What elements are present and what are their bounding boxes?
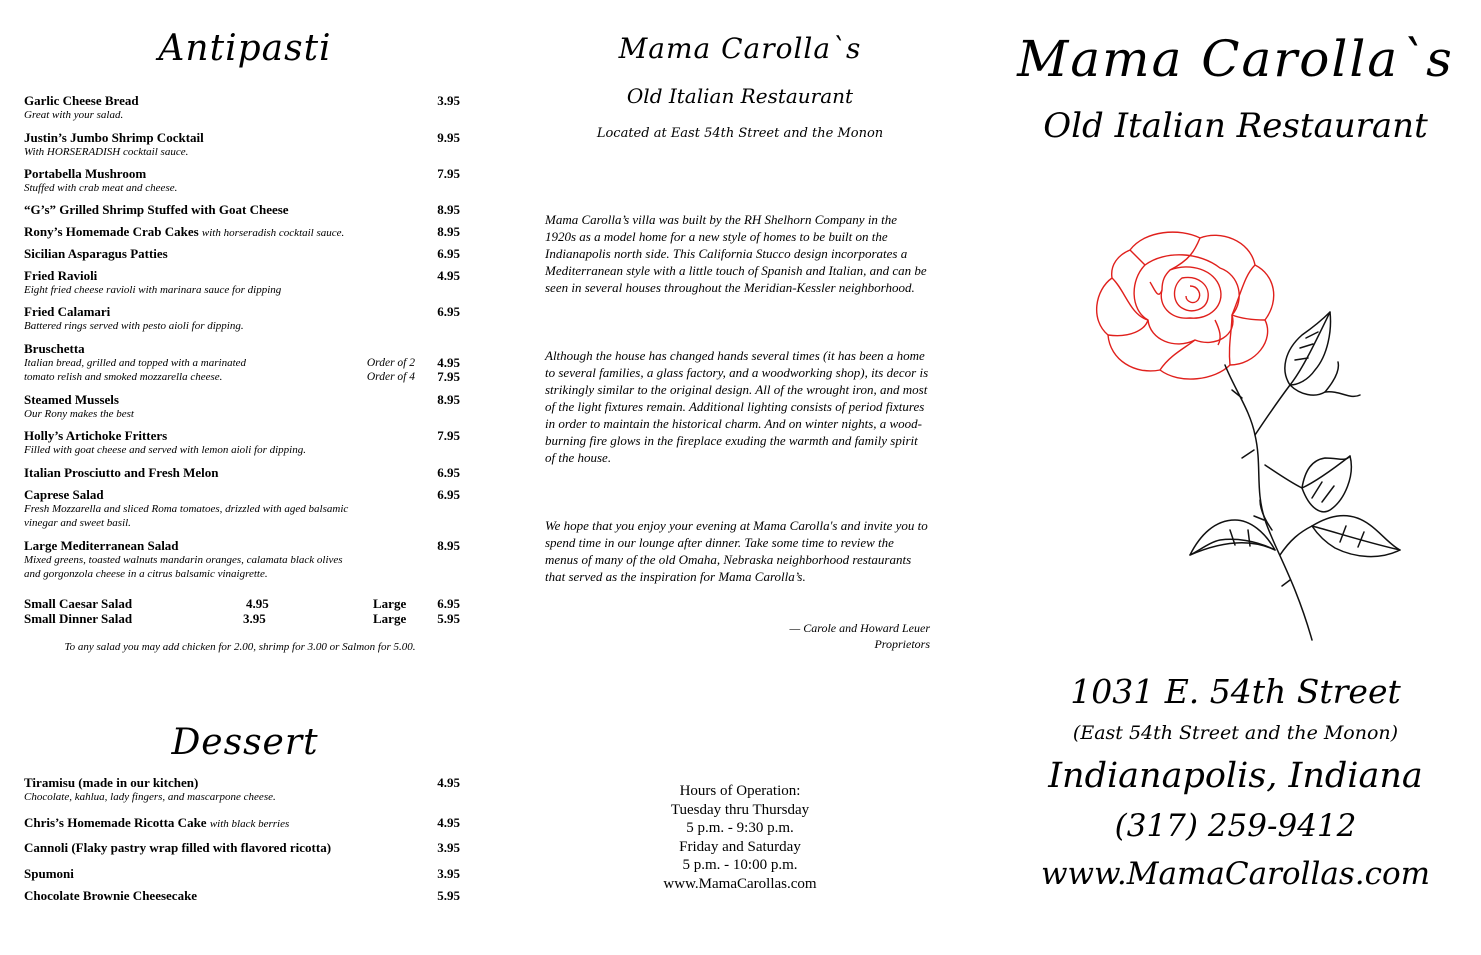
hours-of-operation: [500, 782, 980, 893]
hours-days: Tuesday thru Thursday: [670, 801, 810, 818]
item-desc: Italian bread, grilled and topped with a marinated: [24, 357, 247, 369]
item-desc: Fresh Mozzarella and sliced Roma tomatoes, drizzled with aged balsamic: [24, 503, 349, 515]
antipasti-title: Antipasti: [158, 28, 332, 69]
item-price: 7.95: [437, 166, 460, 181]
item-name: Chocolate Brownie Cheesecake: [24, 888, 198, 903]
menu-item: [24, 465, 460, 480]
item-desc: Stuffed with crab meat and cheese.: [24, 182, 178, 194]
item-name: “G’s” Grilled Shrimp Stuffed with Goat Cheese: [24, 202, 289, 217]
item-inline-desc: with horseradish cocktail sauce.: [201, 227, 345, 239]
restaurant-subtitle: Old Italian Restaurant: [626, 84, 854, 108]
salad-large-label: Large: [373, 596, 407, 611]
item-price: 4.95: [437, 268, 460, 283]
menu-item: [24, 224, 460, 241]
item-price: 7.95: [437, 369, 460, 384]
item-desc: Our Rony makes the best: [24, 408, 134, 420]
menu-item: [24, 166, 460, 195]
item-desc-2: and gorgonzola cheese in a citrus balsamic vinaigrette.: [24, 568, 268, 580]
restaurant-name: Mama Carolla`s: [618, 32, 862, 65]
history-paragraph: Although the house has changed hands several times (it has been a home to several families, a glass factory, and a woodworking shop), its decor is strikingly similar to the original design. All of the wrought iron, and most of the light fixtures remain. Additional lighting consists of period fixtures in order to maintain the historical charm. And on winter nights, a wood-burning fire glows in the fireplace exuding the warmth and family spirit of the house.: [545, 348, 929, 465]
antipasti-panel: [0, 0, 490, 955]
item-name: Chris’s Homemade Ricotta Cake: [24, 815, 207, 830]
item-price: 6.95: [437, 465, 460, 480]
item-desc: Great with your salad.: [24, 109, 124, 121]
item-price: 4.95: [437, 815, 460, 830]
menu-item: [24, 888, 460, 903]
item-name: Fried Ravioli: [24, 268, 98, 283]
hours-website[interactable]: www.MamaCarollas.com: [663, 875, 817, 892]
menu-item: [24, 93, 460, 122]
item-name: Garlic Cheese Bread: [24, 93, 139, 108]
signature-names: — Carole and Howard Leuer: [789, 621, 930, 635]
item-desc: Filled with goat cheese and served with lemon aioli for dipping.: [24, 444, 306, 456]
item-name: Large Mediterranean Salad: [24, 538, 179, 553]
item-desc: Eight fried cheese ravioli with marinara sauce for dipping: [24, 284, 282, 296]
salad-large-price: 5.95: [437, 611, 460, 626]
restaurant-location: Located at East 54th Street and the Monon: [596, 126, 884, 141]
item-price: 5.95: [437, 888, 460, 903]
history-paragraph: Mama Carolla’s villa was built by the RH Shelhorn Company in the 1920s as a model home for a new style of homes to be built on the Indianapolis north side. This California Stucco design incorporates a Mediterranean style with a little touch of Spanish and Italian, and can be seen in several houses throughout the Meridian-Kessler neighborhood.: [545, 212, 927, 295]
item-desc-2: vinegar and sweet basil.: [24, 517, 131, 529]
menu-item: [24, 815, 460, 832]
item-desc: Chocolate, kahlua, lady fingers, and mascarpone cheese.: [24, 791, 276, 803]
cover-subtitle: Old Italian Restaurant: [1043, 106, 1428, 146]
rose-illustration: [1050, 220, 1410, 650]
salad-large-price: 6.95: [437, 596, 460, 611]
hours-time: 5 p.m. - 9:30 p.m.: [686, 820, 794, 836]
menu-item: [24, 304, 460, 333]
menu-item: [24, 202, 460, 217]
item-name: Bruschetta: [24, 341, 85, 356]
item-name: Sicilian Asparagus Patties: [24, 246, 168, 261]
hours-heading: Hours of Operation:: [679, 783, 801, 799]
menu-item: [24, 538, 460, 581]
salad-small-name: Small Dinner Salad: [24, 611, 133, 626]
hours-time: 5 p.m. - 10:00 p.m.: [682, 857, 798, 873]
item-name: Spumoni: [24, 866, 74, 881]
item-name: Steamed Mussels: [24, 392, 119, 407]
menu-item: [24, 246, 460, 261]
item-name: Portabella Mushroom: [24, 166, 147, 181]
cover-restaurant-name: Mama Carolla`s: [1017, 30, 1454, 88]
item-name: Rony’s Homemade Crab Cakes: [24, 224, 199, 239]
item-desc: Battered rings served with pesto aioli for dipping.: [24, 320, 244, 332]
item-price: 4.95: [437, 775, 460, 790]
menu-item: [24, 866, 460, 881]
item-name: Caprese Salad: [24, 487, 104, 502]
menu-item: [24, 392, 460, 421]
menu-item: [24, 130, 460, 159]
item-price: 8.95: [437, 202, 460, 217]
signature-title: Proprietors: [874, 637, 930, 651]
menu-item: [24, 428, 460, 457]
item-price: 3.95: [437, 93, 460, 108]
item-name: Tiramisu (made in our kitchen): [24, 775, 199, 790]
proprietors-signature: [790, 620, 930, 652]
item-price: 3.95: [437, 866, 460, 881]
item-price: 6.95: [437, 487, 460, 502]
order-option: Order of 4: [366, 371, 415, 383]
item-price: 7.95: [437, 428, 460, 443]
item-name: Cannoli (Flaky pastry wrap filled with flavored ricotta): [24, 840, 332, 855]
order-option: Order of 2: [366, 357, 415, 369]
salad-large-label: Large: [373, 611, 407, 626]
about-panel: [500, 0, 980, 955]
item-price: 8.95: [437, 392, 460, 407]
cover-website[interactable]: www.MamaCarollas.com: [1040, 856, 1431, 892]
dessert-title: Dessert: [171, 722, 319, 763]
item-name: Holly’s Artichoke Fritters: [24, 428, 168, 443]
hours-days: Friday and Saturday: [679, 838, 801, 855]
rose-stem-and-leaves: [1190, 312, 1400, 640]
item-inline-desc: with black berries: [209, 818, 290, 830]
item-price: 8.95: [437, 224, 460, 239]
item-price: 9.95: [437, 130, 460, 145]
salad-small-name: Small Caesar Salad: [24, 596, 133, 611]
item-price: 3.95: [437, 840, 460, 855]
cover-address: 1031 E. 54th Street: [1070, 672, 1401, 711]
menu-item: [24, 268, 460, 297]
menu-item: [24, 487, 460, 530]
item-price: 8.95: [437, 538, 460, 553]
menu-item: [24, 775, 460, 804]
salad-small-price: 4.95: [246, 596, 269, 611]
item-desc-2: tomato relish and smoked mozzarella cheese.: [24, 371, 223, 383]
item-name: Justin’s Jumbo Shrimp Cocktail: [24, 130, 204, 145]
welcome-paragraph: We hope that you enjoy your evening at Mama Carolla's and invite you to spend time in our lounge after dinner. Take some time to review the menus of many of the old Omaha, Nebraska neighborhood restaurants that served as the inspiration for Mama Carolla’s.: [545, 518, 928, 584]
item-price: 6.95: [437, 246, 460, 261]
cover-phone: (317) 259-9412: [1114, 808, 1357, 844]
item-name: Fried Calamari: [24, 304, 111, 319]
item-desc: Mixed greens, toasted walnuts mandarin oranges, calamata black olives: [24, 554, 343, 566]
cover-panel: [990, 0, 1481, 955]
cover-city: Indianapolis, Indiana: [1048, 756, 1423, 796]
menu-item: [24, 341, 460, 384]
menu-item: [24, 840, 460, 855]
item-price: 4.95: [437, 355, 460, 370]
item-name: Italian Prosciutto and Fresh Melon: [24, 465, 219, 480]
cover-cross-streets: (East 54th Street and the Monon): [1072, 722, 1399, 744]
item-desc: With HORSERADISH cocktail sauce.: [24, 146, 189, 158]
salad-addon-note: To any salad you may add chicken for 2.00, shrimp for 3.00 or Salmon for 5.00.: [64, 641, 416, 653]
rose-bloom: [1097, 232, 1274, 379]
salad-small-price: 3.95: [243, 611, 266, 626]
item-price: 6.95: [437, 304, 460, 319]
